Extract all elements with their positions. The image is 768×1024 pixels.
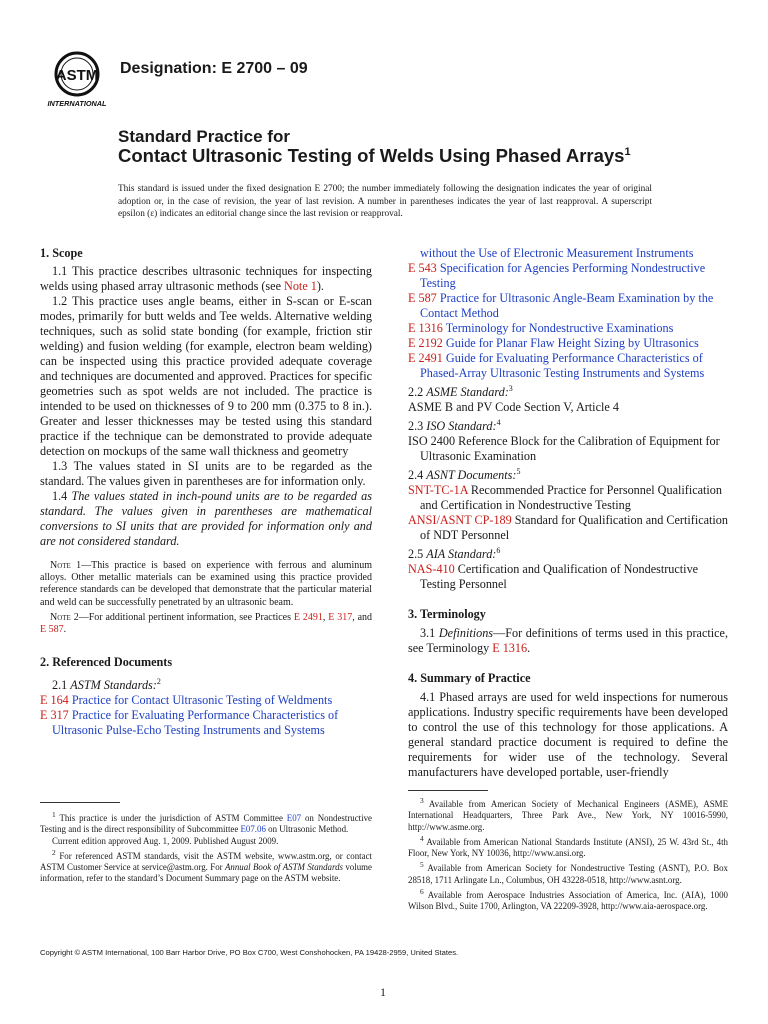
terminology-3-1: [408, 626, 728, 656]
ref-title-link[interactable]: Guide for Evaluating Performance Characteristics of Phased-Array Ultrasonic Testing Instruments and Systems: [420, 351, 705, 380]
scope-1-4-num: 1.4: [52, 489, 72, 503]
astm-label: ASTM Standards:: [70, 678, 157, 693]
footnote-rule: [40, 802, 120, 803]
aia-num: 2.5: [408, 547, 427, 562]
ref-code-link[interactable]: E 2192: [408, 336, 443, 350]
fn-text: This practice is under the jurisdiction of ASTM Committee: [55, 812, 287, 823]
asnt-num: 2.4: [408, 468, 427, 483]
refdocs-heading: 2. Referenced Documents: [40, 655, 173, 670]
fn-text: Available from American Society for Nondestructive Testing (ASNT), P.O. Box 28518, 1711 Arlingate Ln., Columbus, OH 43228-0518, http://www.asnt.org.: [408, 863, 728, 885]
asnt-item-title: Standard for Qualification and Certification of NDT Personnel: [420, 513, 728, 543]
ref-code-link[interactable]: E 164: [40, 693, 69, 708]
logo-text: ASTM: [55, 67, 99, 84]
left-column: [40, 246, 372, 738]
note-1-text: 1—This practice is based on experience with ferrous and aluminum alloys. Other metallic materials can be examined using this practice provided reference standards can be developed that demonstrate that the particular material and weld can be successfully penetrated by an ultrasonic beam.: [40, 560, 372, 608]
scope-1-3: 1.3 The values stated in SI units are to be regarded as the standard. The values given in parentheses are for information only.: [40, 459, 372, 488]
ref-item: [408, 336, 728, 351]
term-label: Definitions: [438, 626, 494, 641]
aia-sup: 6: [496, 546, 501, 556]
title-line-1: Standard Practice for: [118, 127, 290, 146]
ref-title-link[interactable]: Terminology for Nondestructive Examinations: [445, 321, 674, 335]
term-text: —For definitions of terms used in this practice, see Terminology: [408, 626, 729, 656]
ref-title-link[interactable]: without the Use of Electronic Measurement Instruments: [420, 246, 694, 260]
scope-1-4: [40, 489, 372, 549]
asme-item: ASME B and PV Code Section V, Article 4: [408, 400, 619, 415]
asnt-item-title: Recommended Practice for Personnel Qualification and Certification in Nondestructive Testing: [420, 483, 722, 513]
scope-heading: 1. Scope: [40, 246, 83, 260]
e587-link[interactable]: E 587: [40, 624, 64, 636]
footnote-5: [408, 859, 728, 886]
footnote-1-edition: Current edition approved Aug. 1, 2009. Published August 2009.: [52, 835, 279, 846]
iso-item: ISO 2400 Reference Block for the Calibration of Equipment for Ultrasonic Examination: [408, 434, 720, 464]
intro-paragraph: This standard is issued under the fixed designation E 2700; the number immediately following the designation indicates the year of original adoption or, in the case of revision, the year of last revision. A number in parentheses indicates the year of last reapproval. A superscript epsilon (ε) indicates an editorial change since the last revision or reapproval.: [118, 184, 652, 220]
aia-item: [408, 562, 728, 592]
fn-marker: 3: [420, 796, 424, 805]
e317-link[interactable]: E 317: [328, 611, 353, 623]
footnote-2: [40, 847, 372, 885]
note-2-sep: , and: [352, 611, 373, 623]
ref-code-link[interactable]: E 543: [408, 261, 437, 275]
ref-title-link[interactable]: Practice for Evaluating Performance Characteristics of Ultrasonic Pulse-Echo Testing Instruments and Systems: [52, 708, 339, 738]
asme-label: ASME Standard:: [426, 385, 509, 400]
scope-1-2: 1.2 This practice uses angle beams, either in S-scan or E-scan modes, primarily for butt welds and Tee welds. Alternative welding techniques, such as solid state bonding (for example, friction stir welding) and fusion welding (for example, electron beam welding) can be inspected using this practice provided adequate coverage and techniques are documented and approved. Practices for specific geometries such as spot welds are not included. The practice is intended to be used on thicknesses of 9 to 200 mm (0.375 to 8 in.). Greater and lesser thicknesses may be tested using this standard practice if the technique can be demonstrated to provide adequate detection on mockups of the same wall thickness and geometry: [40, 294, 372, 458]
footnote-6: [408, 886, 728, 913]
aia-item-title: Certification and Qualification of Nondestructive Testing Personnel: [420, 562, 699, 592]
fn-marker: 2: [52, 847, 56, 857]
ref-continuation: [408, 246, 728, 261]
snt-tc-1a-link[interactable]: SNT-TC-1A: [408, 483, 468, 498]
right-column: [408, 246, 728, 780]
ref-item: [40, 708, 372, 738]
note-2-label: Note: [50, 611, 71, 623]
scope-1-1: [40, 264, 372, 294]
summary-heading: 4. Summary of Practice: [408, 671, 531, 686]
fn-text: For referenced ASTM standards, visit the ASTM website, www.astm.org, or contact ASTM Customer Service at service@astm.org. For: [40, 850, 372, 873]
scope-1-4-text: The values stated in inch-pound units are to be regarded as standard. The values given in parentheses are mathematical conversions to SI units that are provided for information only and are not considered standard.: [40, 489, 373, 548]
astm-logo: [44, 47, 110, 109]
term-end: .: [527, 641, 531, 656]
note-1: [40, 560, 372, 609]
iso-num: 2.3: [408, 419, 427, 434]
title-footnote-marker: 1: [624, 145, 631, 158]
astm-sup: 2: [156, 677, 161, 687]
ref-item: [40, 693, 372, 708]
fn-text: volume information, refer to the standard’s Document Summary page on the ASTM website.: [40, 862, 372, 884]
asme-sup: 3: [508, 384, 513, 393]
page-title: [118, 145, 631, 167]
note-2-text: 2—For additional pertinent information, see Practices: [70, 611, 294, 623]
fn-marker: 5: [420, 860, 424, 870]
iso-standard-line: [408, 415, 728, 434]
term-num: 3.1: [420, 626, 439, 641]
iso-label: ISO Standard:: [426, 419, 497, 434]
ref-code-link[interactable]: E 1316: [408, 321, 443, 335]
scope-1-1-text: 1.1 This practice describes ultrasonic techniques for inspecting welds using phased array ultrasonic methods (see: [40, 264, 372, 293]
ref-title-link[interactable]: Specification for Agencies Performing Nondestructive Testing: [420, 261, 706, 290]
aia-standard-line: [408, 543, 728, 562]
fn-marker: 6: [420, 886, 424, 896]
ref-item: [408, 351, 728, 381]
asme-num: 2.2: [408, 385, 427, 400]
fn-text: on Ultrasonic Method.: [265, 824, 349, 835]
fn-marker: 4: [420, 833, 424, 843]
e07-06-link[interactable]: E07.06: [240, 824, 266, 835]
summary-4-1: 4.1 Phased arrays are used for weld inspections for numerous applications. Industry specific requirements have been developed to control the use of this technology for those applications. A general standard practice document is required to define the requirements for wider use of the technology. Several manufacturers have developed portable, user-friendly: [408, 690, 728, 780]
asnt-sup: 5: [516, 467, 521, 477]
note-2-end: .: [63, 624, 67, 636]
aia-label: AIA Standard:: [426, 547, 497, 562]
ref-code-link[interactable]: E 587: [408, 291, 437, 305]
note-1-link[interactable]: Note 1: [284, 279, 317, 293]
asme-standard-line: [408, 381, 728, 400]
ref-code-link[interactable]: E 317: [40, 708, 69, 723]
fn-text: on Nondestructive Testing and is the direct responsibility of Subcommittee: [40, 812, 372, 835]
ref-item: [408, 291, 728, 321]
footnote-3: [408, 795, 728, 833]
left-footnotes: [40, 809, 372, 885]
asnt-item: [408, 513, 728, 543]
iso-sup: 4: [496, 418, 501, 428]
ref-title-link[interactable]: Practice for Ultrasonic Angle-Beam Examination by the Contact Method: [420, 291, 714, 320]
fn-text: Available from Aerospace Industries Association of America, Inc. (AIA), 1000 Wilson Blvd., Suite 1700, Arlington, VA 22209-3928, http://www.aia-aerospace.org.: [408, 889, 728, 912]
asnt-label: ASNT Documents:: [426, 468, 517, 483]
ref-item: [408, 261, 728, 291]
copyright: Copyright © ASTM International, 100 Barr Harbor Drive, PO Box C700, West Conshohocken, PA 19428-2959, United States.: [40, 948, 459, 957]
asnt-documents-line: [408, 464, 728, 483]
title-text: Contact Ultrasonic Testing of Welds Using Phased Arrays: [118, 145, 625, 166]
scope-1-1-end: ).: [316, 279, 324, 293]
e07-link[interactable]: E07: [286, 812, 302, 823]
logo-subtext: INTERNATIONAL: [47, 99, 107, 108]
fn-italic: Annual Book of ASTM Standards: [224, 862, 343, 873]
asnt-item: [408, 483, 728, 513]
page-number: 1: [380, 985, 386, 999]
designation: Designation: E 2700 – 09: [120, 60, 308, 77]
e1316-link[interactable]: E 1316: [492, 641, 528, 656]
footnote-1: [40, 809, 372, 836]
astm-standards-line: [40, 674, 372, 693]
footnote-rule: [408, 790, 488, 791]
fn-marker: 1: [52, 810, 56, 819]
footnote-4: [408, 833, 728, 860]
astm-num: 2.1: [52, 678, 71, 693]
ref-item: [408, 321, 728, 336]
terminology-heading: 3. Terminology: [408, 607, 486, 622]
ref-code-link[interactable]: E 2491: [408, 351, 443, 365]
nas-410-link[interactable]: NAS-410: [408, 562, 455, 577]
note-2: [40, 612, 372, 636]
e2491-link[interactable]: E 2491: [293, 611, 323, 623]
fn-text: Available from American Society of Mechanical Engineers (ASME), ASME International Headquarters, Three Park Ave., New York, NY 10016-5990, http://www.asme.org.: [408, 798, 728, 832]
cp-189-link[interactable]: ANSI/ASNT CP-189: [408, 513, 512, 528]
ref-title-link[interactable]: Guide for Planar Flaw Height Sizing by Ultrasonics: [445, 336, 699, 350]
right-footnotes: [408, 795, 728, 913]
ref-title-link[interactable]: Practice for Contact Ultrasonic Testing of Weldments: [71, 693, 333, 708]
note-2-sep: ,: [322, 611, 329, 623]
note-1-label: Note: [50, 560, 71, 571]
fn-text: Available from American National Standards Institute (ANSI), 25 W. 43rd St., 4th Floor, New York, NY 10036, http://www.ansi.org.: [408, 836, 728, 859]
